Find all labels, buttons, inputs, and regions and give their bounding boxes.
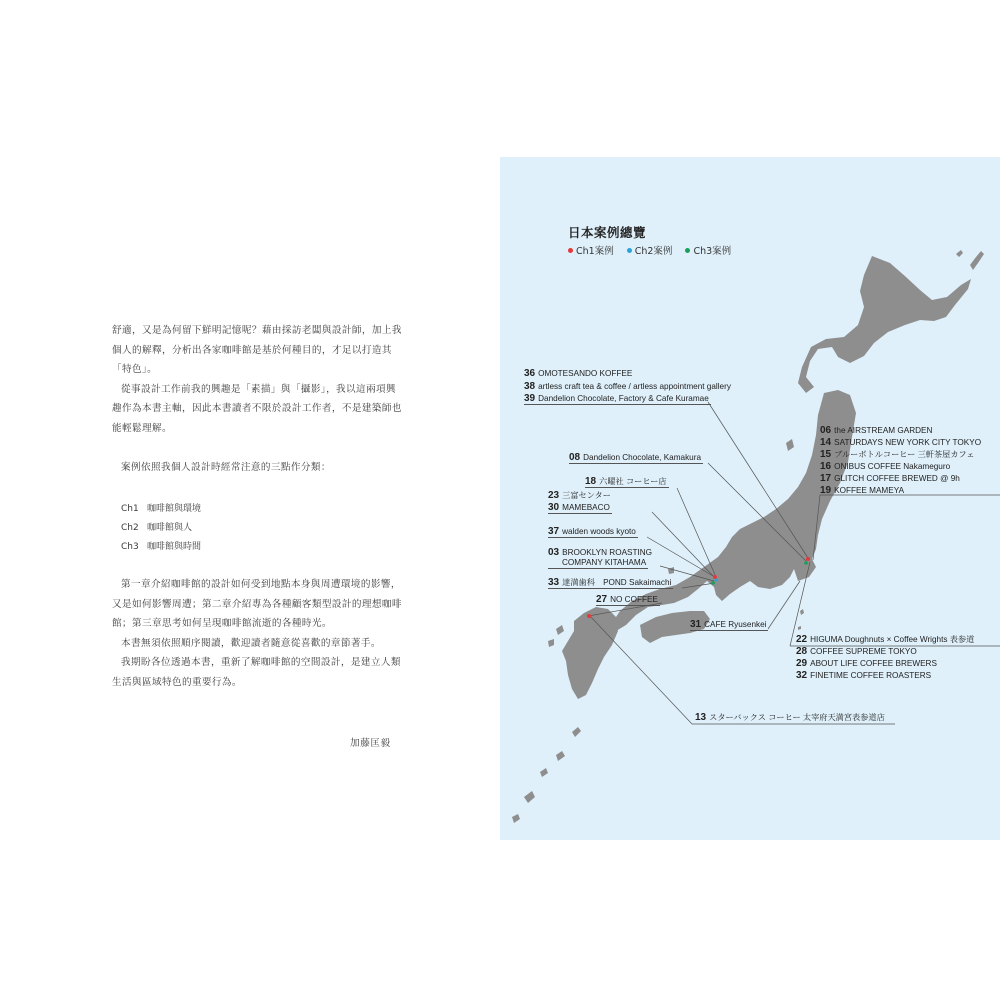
body-text-line: 生活與區域特色的重要行為。 — [112, 677, 242, 688]
cafe-label-39 — [524, 393, 711, 405]
cafe-name: walden woods kyoto — [562, 527, 636, 536]
cafe-name: Dandelion Chocolate, Kamakura — [583, 453, 702, 462]
leader-line-kyoto-30 — [652, 512, 714, 577]
goto-islands-shape — [548, 625, 564, 647]
cafe-label-22 — [796, 634, 974, 645]
legend-label: Ch1案例 — [576, 246, 614, 257]
cafe-number: 29 — [796, 658, 808, 669]
cafe-number: 28 — [796, 646, 808, 657]
body-text-line: 又是如何影響周遭；第二章介紹專為各種顧客類型設計的理想咖啡 — [112, 599, 402, 610]
cafe-label-38 — [524, 381, 731, 392]
category-ch1 — [121, 501, 201, 514]
map-legend — [568, 243, 741, 257]
cafe-number: 03 — [548, 547, 560, 558]
marker-fukuoka — [587, 614, 591, 618]
category-label: 咖啡館與人 — [147, 523, 193, 533]
legend-item-ch1 — [568, 243, 614, 257]
body-text-line: 我期盼各位透過本書，重新了解咖啡館的空間設計，是建立人類 — [121, 657, 401, 668]
cafe-label-36 — [524, 368, 632, 379]
cafe-label-29 — [796, 658, 937, 669]
category-ch3 — [121, 539, 201, 552]
cafe-label-19 — [820, 485, 904, 496]
body-text-line: 案例依照我個人設計時經常注意的三點作分類： — [121, 462, 331, 473]
legend-label: Ch2案例 — [634, 246, 673, 257]
cafe-label-17 — [820, 473, 960, 484]
cafe-label-37 — [548, 526, 638, 538]
map-title: 日本案例總覽 — [568, 225, 647, 240]
cafe-number: 36 — [524, 368, 536, 379]
category-code: Ch1 — [121, 504, 139, 514]
body-text-line: 能輕鬆理解。 — [112, 423, 172, 434]
marker-kyoto-ch2 — [714, 578, 717, 581]
cafe-number: 31 — [690, 619, 702, 630]
leader-line-kyoto-37 — [647, 537, 713, 576]
leader-line-kyoto-18 — [677, 488, 716, 577]
body-text-line: 舒適，又是為何留下鮮明記憶呢？藉由採訪老闆與設計師，加上我 — [112, 325, 402, 336]
cafe-label-08 — [569, 452, 703, 464]
japan-map-page — [500, 157, 1000, 840]
cafe-label-28 — [796, 646, 917, 657]
cafe-name: artless craft tea & coffee / artless appointment gallery — [538, 382, 731, 391]
cafe-label-06 — [820, 425, 932, 436]
legend-dot-red-icon — [568, 248, 573, 253]
cafe-number: 08 — [569, 452, 581, 463]
marker-kamakura — [804, 561, 808, 565]
cafe-name: KOFFEE MAMEYA — [834, 486, 905, 495]
cafe-label-30 — [548, 502, 612, 514]
cafe-label-18 — [585, 476, 669, 488]
cafe-name: BROOKLYN ROASTING — [562, 548, 653, 557]
category-label: 咖啡館與時間 — [147, 542, 202, 552]
hokkaido-shape — [798, 256, 971, 393]
cafe-number: 19 — [820, 485, 832, 496]
category-label: 咖啡館與環境 — [147, 504, 202, 514]
cafe-number: 27 — [596, 594, 608, 605]
cafe-name: OMOTESANDO KOFFEE — [538, 369, 633, 378]
cafe-name: スターバックス コーヒー 太宰府天満宮表参道店 — [709, 713, 885, 722]
cafe-label-16 — [820, 461, 950, 472]
category-code: Ch3 — [121, 542, 139, 552]
body-text-line: 趣作為本書主軸，因此本書讀者不限於設計工作者，不是建築師也 — [112, 403, 402, 414]
body-text-line: 「特色」。 — [112, 364, 158, 375]
cafe-number: 14 — [820, 437, 832, 448]
cafe-number: 30 — [548, 502, 560, 513]
cafe-name: 六曜社 コーヒー店 — [599, 477, 667, 486]
cafe-number: 23 — [548, 490, 560, 501]
cafe-number: 06 — [820, 425, 832, 436]
legend-item-ch2 — [627, 243, 673, 257]
marker-kyoto — [713, 575, 717, 579]
izu-islands-shape — [798, 609, 804, 630]
cafe-number: 18 — [585, 476, 597, 487]
cafe-label-27 — [596, 594, 660, 606]
legend-label: Ch3案例 — [693, 246, 732, 257]
cafe-label-03-line2: COMPANY KITAHAMA — [548, 557, 648, 569]
cafe-number: 22 — [796, 634, 808, 645]
cafe-name: 達満歯科 POND Sakaimachi — [562, 578, 672, 587]
cafe-number: 15 — [820, 449, 832, 460]
cafe-number: 39 — [524, 393, 536, 404]
category-ch2 — [121, 520, 192, 533]
marker-tokyo — [806, 557, 810, 561]
cafe-label-31 — [690, 619, 768, 631]
body-text-line: 館；第三章思考如何呈現咖啡館流逝的各種時光。 — [112, 618, 332, 629]
cafe-name: MAMEBACO — [562, 503, 610, 512]
legend-dot-blue-icon — [627, 248, 632, 253]
cafe-name: GLITCH COFFEE BREWED @ 9h — [834, 474, 960, 483]
body-text-line: 第一章介紹咖啡館的設計如何受到地點本身與周遭環境的影響， — [121, 579, 401, 590]
cafe-number: 13 — [695, 712, 707, 723]
marker-osaka — [711, 581, 715, 585]
cafe-name: ONIBUS COFFEE Nakameguro — [834, 462, 951, 471]
cafe-name: 三富センター — [562, 491, 611, 500]
cafe-name: NO COFFEE — [610, 595, 658, 604]
cafe-name: CAFE Ryusenkei — [704, 620, 767, 629]
leader-line-ryusenkei — [768, 581, 800, 629]
cafe-label-13 — [695, 712, 885, 723]
cafe-number: 33 — [548, 577, 560, 588]
cafe-name: COFFEE SUPREME TOKYO — [810, 647, 917, 656]
sado-island-shape — [786, 439, 794, 451]
cafe-name: FINETIME COFFEE ROASTERS — [810, 671, 932, 680]
cafe-label-14 — [820, 437, 981, 448]
cafe-number: 37 — [548, 526, 560, 537]
cafe-label-15 — [820, 449, 975, 460]
cafe-label-23 — [548, 490, 611, 501]
cafe-number: 32 — [796, 670, 808, 681]
cafe-number: 16 — [820, 461, 832, 472]
cafe-name: SATURDAYS NEW YORK CITY TOKYO — [834, 438, 982, 447]
body-text-line: 個人的解釋，分析出各家咖啡館是基於何種目的，才足以打造其 — [112, 345, 392, 356]
legend-dot-green-icon — [685, 248, 690, 253]
kuril-islands-shape — [956, 250, 984, 270]
cafe-label-32 — [796, 670, 931, 681]
category-code: Ch2 — [121, 523, 139, 533]
oki-islands-shape — [668, 567, 674, 574]
body-text-line: 從事設計工作前我的興趣是「素描」與「攝影」，我以這兩項興 — [121, 384, 397, 395]
cafe-name: ABOUT LIFE COFFEE BREWERS — [810, 659, 937, 668]
cafe-label-33 — [548, 577, 673, 589]
cafe-number: 17 — [820, 473, 832, 484]
cafe-name: the AIRSTREAM GARDEN — [834, 426, 933, 435]
body-text-line: 本書無須依照順序閱讀，歡迎讀者隨意從喜歡的章節著手。 — [121, 638, 381, 649]
ryukyu-islands-shape — [512, 727, 581, 823]
cafe-name: Dandelion Chocolate, Factory & Cafe Kuramae — [538, 394, 709, 403]
kyushu-shape — [562, 607, 618, 699]
cafe-name: HIGUMA Doughnuts × Coffee Wrights 表参道 — [810, 635, 975, 644]
author-signature: 加藤匡毅 — [350, 738, 391, 749]
legend-item-ch3 — [685, 243, 731, 257]
cafe-number: 38 — [524, 381, 536, 392]
cafe-name: ブルーボトルコーヒー 三軒茶屋カフェ — [834, 450, 975, 459]
